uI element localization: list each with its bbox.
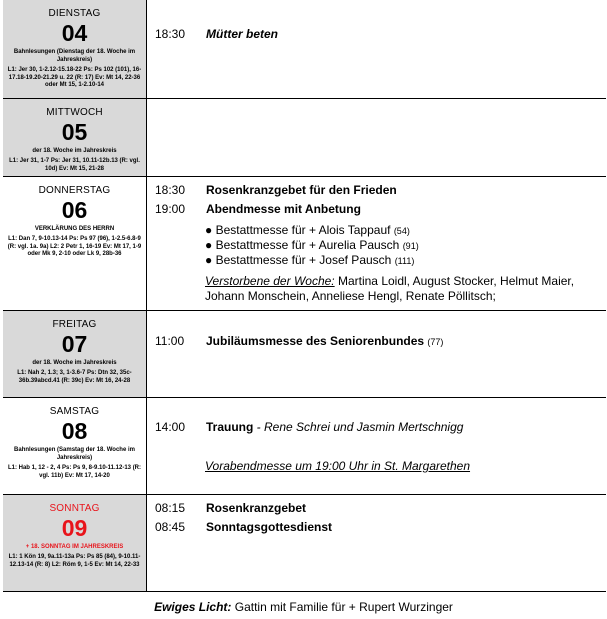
day-subtitle: der 18. Woche im Jahreskreis bbox=[32, 360, 117, 366]
day-number: 04 bbox=[61, 20, 88, 46]
event bbox=[155, 334, 443, 348]
day-name: MITTWOCH bbox=[46, 107, 103, 118]
day-subtitle: Bahnlesungen (Dienstag der 18. Woche im Jahreskreis) bbox=[13, 49, 136, 63]
note bbox=[205, 459, 605, 474]
day-row-saturday bbox=[3, 398, 606, 495]
event-number: (77) bbox=[427, 337, 444, 347]
event bbox=[155, 183, 397, 197]
day-content bbox=[147, 495, 606, 591]
event-title-group bbox=[206, 420, 463, 434]
mass-text: ● Bestattmesse für + Josef Pausch bbox=[205, 253, 392, 267]
day-content bbox=[147, 177, 606, 310]
event-time: 14:00 bbox=[155, 420, 186, 434]
day-subtitle: Bahnlesungen (Samstag der 18. Woche im Jahreskreis) bbox=[14, 447, 135, 461]
day-row-tuesday bbox=[3, 0, 606, 99]
event-title: Abendmesse mit Anbetung bbox=[206, 202, 361, 216]
event-time: 18:30 bbox=[155, 27, 186, 41]
day-number: 08 bbox=[61, 418, 88, 444]
day-number: 09 bbox=[61, 515, 88, 541]
event bbox=[155, 27, 278, 41]
day-content bbox=[147, 99, 606, 176]
mass-text: ● Bestattmesse für + Alois Tappauf bbox=[205, 223, 391, 237]
event-detail: - Rene Schrei und Jasmin Mertschnigg bbox=[253, 420, 464, 434]
day-row-wednesday bbox=[3, 99, 606, 177]
event-title: Sonntagsgottesdienst bbox=[206, 520, 333, 534]
day-readings: L1: Jer 31, 1-7 Ps: Jer 31, 10.11-12b.13 (R: vgl. 10d) Ev: Mt 15, 21-28 bbox=[9, 158, 140, 172]
day-row-thursday bbox=[3, 177, 606, 311]
event-title-text: Jubiläumsmesse des Seniorenbundes bbox=[206, 334, 425, 348]
day-subtitle: + 18. SONNTAG IM JAHRESKREIS bbox=[25, 544, 124, 550]
mass-item bbox=[205, 253, 414, 267]
day-number: 07 bbox=[61, 331, 88, 357]
event bbox=[155, 420, 463, 434]
mass-item bbox=[205, 238, 419, 252]
day-row-sunday bbox=[3, 495, 606, 592]
mass-text: ● Bestattmesse für + Aurelia Pausch bbox=[205, 238, 400, 252]
event-title bbox=[206, 334, 443, 348]
day-cell bbox=[3, 495, 147, 591]
day-content bbox=[147, 0, 606, 98]
day-cell bbox=[3, 311, 147, 397]
day-row-friday bbox=[3, 311, 606, 398]
event bbox=[155, 501, 306, 515]
day-content bbox=[147, 311, 606, 397]
mass-item bbox=[205, 223, 410, 237]
event-time: 08:15 bbox=[155, 501, 186, 515]
day-cell bbox=[3, 398, 147, 494]
day-number: 06 bbox=[61, 197, 88, 223]
deceased-label: Verstorbene der Woche: bbox=[205, 274, 335, 288]
footer-label: Ewiges Licht: bbox=[154, 600, 232, 614]
event-title: Mütter beten bbox=[206, 27, 278, 41]
day-subtitle: der 18. Woche im Jahreskreis bbox=[32, 148, 117, 154]
day-content bbox=[147, 398, 606, 494]
day-cell bbox=[3, 0, 147, 98]
event bbox=[155, 520, 332, 534]
deceased-list bbox=[205, 274, 605, 304]
day-readings: L1: Hab 1, 12 - 2, 4 Ps: Ps 9, 8-9.10-11.12-13 (R: vgl. 11b) Ev: Mt 17, 14-20 bbox=[7, 465, 142, 479]
event-title: Trauung bbox=[206, 420, 254, 434]
note-text: Vorabendmesse um 19:00 Uhr in St. Margarethen bbox=[205, 459, 471, 473]
footer bbox=[0, 600, 607, 614]
event-time: 08:45 bbox=[155, 520, 186, 534]
day-readings: L1: Dan 7, 9-10.13-14 Ps: Ps 97 (96), 1-2.5-6.8-9 (R: vgl. 1a. 9a) L2: 2 Petr 1, 16-19 Ev: Mt 17, 1-9 oder Mk 9, 2-10 oder Lk 9, 28b-36 bbox=[7, 236, 142, 257]
day-subtitle: VERKLÄRUNG DES HERRN bbox=[34, 226, 115, 232]
event-title: Rosenkranzgebet für den Frieden bbox=[206, 183, 397, 197]
day-name: SAMSTAG bbox=[49, 406, 100, 417]
day-readings: L1: Nah 2, 1.3; 3, 1-3.6-7 Ps: Dtn 32, 35c-36b.39abcd.41 (R: 39c) Ev: Mt 16, 24-28 bbox=[17, 370, 132, 384]
day-cell bbox=[3, 177, 147, 310]
mass-number: (91) bbox=[402, 241, 419, 251]
event-time: 19:00 bbox=[155, 202, 186, 216]
event-time: 11:00 bbox=[155, 334, 185, 348]
schedule-table bbox=[3, 0, 606, 592]
event-title: Rosenkranzgebet bbox=[206, 501, 307, 515]
day-readings: L1: Jer 30, 1-2.12-15.18-22 Ps: Ps 102 (101), 16-17.18-19.20-21.29 u. 22 (R: 17) Ev: Mt 14, 22-36 oder Mt 15, 1-2.10-14 bbox=[7, 67, 142, 88]
day-cell bbox=[3, 99, 147, 176]
day-readings: L1: 1 Kön 19, 9a.11-13a Ps: Ps 85 (84), 9-10.11-12.13-14 (R: 8) L2: Röm 9, 1-5 Ev: Mt 14, 22-33 bbox=[8, 554, 141, 568]
day-number: 05 bbox=[61, 119, 88, 145]
day-name: DIENSTAG bbox=[48, 8, 101, 19]
mass-number: (54) bbox=[393, 226, 410, 236]
event-time: 18:30 bbox=[155, 183, 186, 197]
event bbox=[155, 202, 361, 216]
day-name: DONNERSTAG bbox=[38, 185, 111, 196]
footer-text: Gattin mit Familie für + Rupert Wurzinger bbox=[234, 600, 453, 614]
deceased-names: Martina Loidl, August Stocker, Helmut Maier, Johann Monschein, Anneliese Hengl, Renate Pöllitsch; bbox=[205, 274, 575, 303]
day-name: SONNTAG bbox=[49, 503, 100, 514]
mass-number: (111) bbox=[394, 256, 415, 266]
day-name: FREITAG bbox=[52, 319, 97, 330]
